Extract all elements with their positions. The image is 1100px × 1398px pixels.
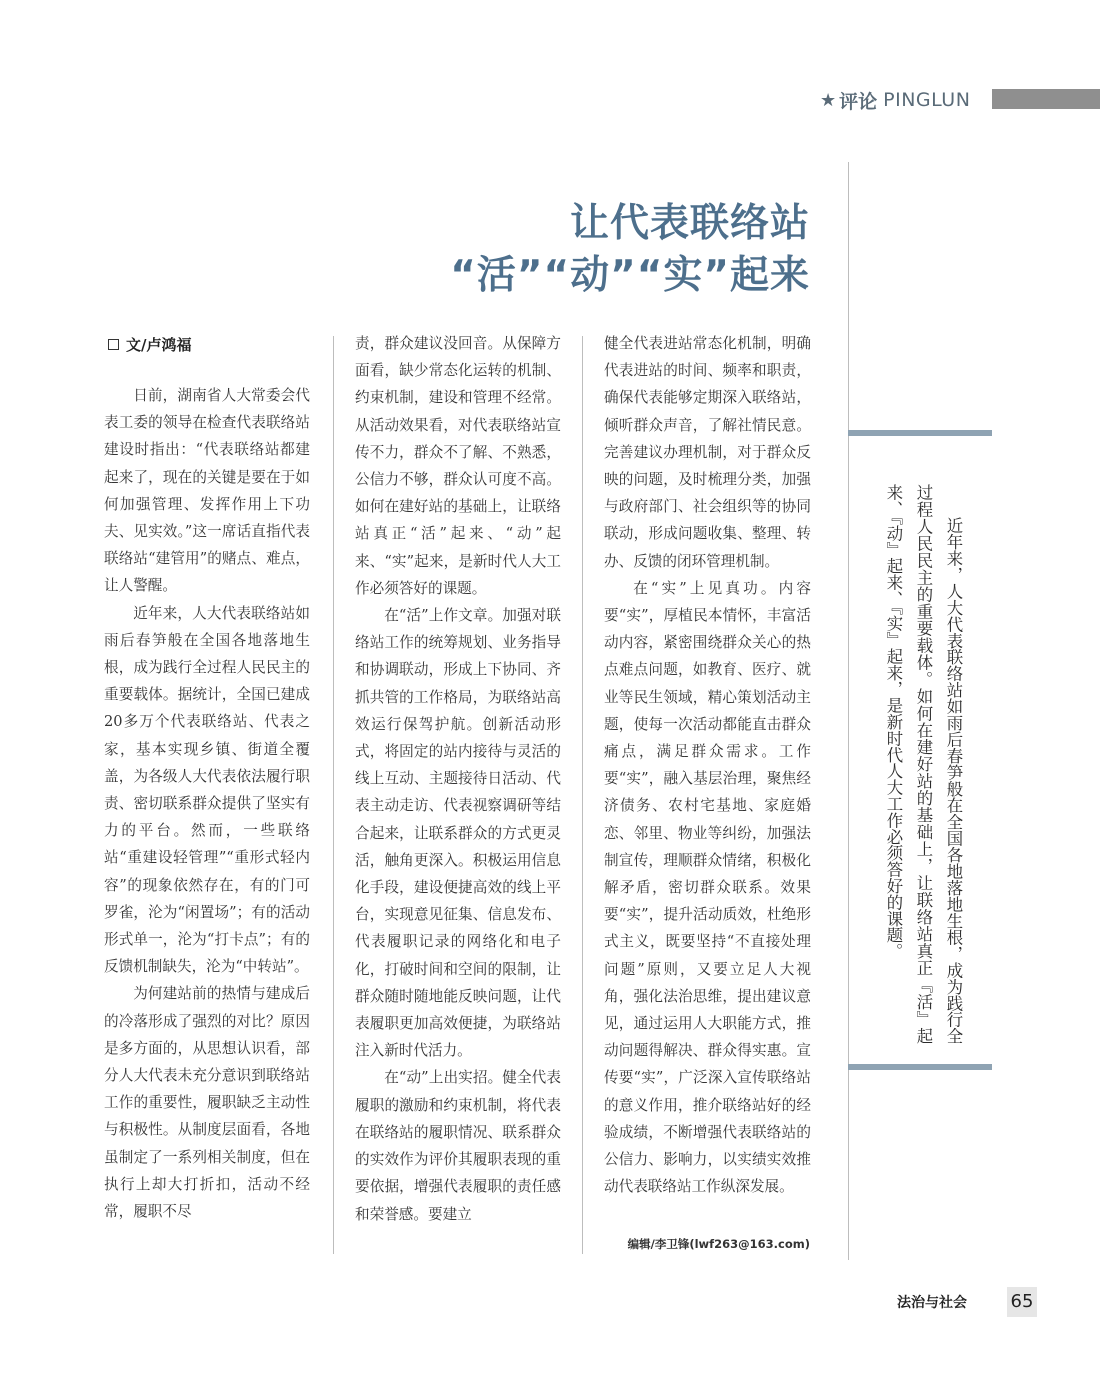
page-number: 65 [1007, 1287, 1037, 1317]
section-label-en: PINGLUN [883, 89, 971, 111]
column-divider-3 [848, 162, 849, 1260]
header-bar [992, 89, 1100, 109]
square-icon [108, 339, 119, 350]
pull-quote-text: 近年来，人大代表联络站如雨后春笋般在全国各地落地生根，成为践行全过程人民民主的重要载体。如何在建好站的基础上，让联络站真正『活』起来、『动』起来、『实』起来，是新时代人大工作必须答好的课题。 [884, 484, 963, 1044]
title-line-2: “活”“动”“实”起来 [450, 253, 810, 298]
title-line-1: 让代表联络站 [569, 201, 810, 246]
column-divider-1 [333, 336, 334, 1254]
star-icon: ★ [820, 89, 837, 111]
paragraph: 在“动”上出实招。健全代表履职的激励和约束机制，将代表在联络站的履职情况、联系群众的实效作为评价其履职表现的重要依据，增强代表履职的责任感和荣誉感。要建立 [355, 1069, 561, 1223]
paragraph: 健全代表进站常态化机制，明确代表进站的时间、频率和职责，确保代表能够定期深入联络站，倾听群众声音，了解社情民意。完善建议办理机制，对于群众反映的问题，及时梳理分类，加强与政府部门、社会组织等的协同联动，形成问题收集、整理、转办、反馈的闭环管理机制。 [604, 335, 811, 570]
paragraph: 日前，湖南省人大常委会代表工委的领导在检查代表联络站建设时指出：“代表联络站都建起来了，现在的关键是要在于如何加强管理、发挥作用上下功夫、见实效。”这一席话直指代表联络站“建管用”的赌点、难点，让人警醒。 [104, 387, 310, 595]
byline [108, 334, 191, 355]
paragraph: 为何建站前的热情与建成后的冷落形成了强烈的对比？原因是多方面的，从思想认识看，部分人大代表未充分意识到联络站工作的重要性，履职缺乏主动性与积极性。从制度层面看，各地虽制定了一系列相关制度，但在执行上却大打折扣，活动不经常，履职不尽 [104, 985, 310, 1221]
editor-credit: 编辑/李卫锋(lwf263@163.com) [627, 1237, 810, 1251]
section-header [820, 88, 970, 112]
paragraph: 近年来，人大代表联络站如雨后春笋般在全国各地落地生根，成为践行全过程人民民主的重要载体。据统计，全国已建成20多万个代表联络站、代表之家，基本实现乡镇、街道全覆盖，为各级人大代表依法履行职责、密切联系群众提供了坚实有力的平台。然而，一些联络站“重建设轻管理”“重形式轻内容”的现象依然存在，有的门可罗雀，沦为“闲置场”；有的活动形式单一，沦为“打卡点”；有的反馈机制缺失，沦为“中转站”。 [104, 604, 310, 976]
section-label-cn: 评论 [839, 90, 878, 113]
column-2 [355, 330, 561, 1228]
column-3 [604, 330, 811, 1201]
paragraph: 在“实”上见真功。内容要“实”，厚植民本情怀，丰富活动内容，紧密围绕群众关心的热点难点问题，如教育、医疗、就业等民生领域，精心策划活动主题，使每一次活动都能直击群众痛点，满足群众需求。工作要“实”，融入基层治理，聚焦经济债务、农村宅基地、家庭婚恋、邻里、物业等纠纷，加强法制宣传，理顺群众情绪，积极化解矛盾，密切群众联系。效果要“实”，提升活动质效，杜绝形式主义，既要坚持“不直接处理问题”原则，又要立足人大视角，强化法治思维，提出建议意见，通过运用人大职能方式，推动问题得解决、群众得实惠。宣传要“实”，广泛深入宣传联络站的意义作用，推介联络站好的经验成绩，不断增强代表联络站的公信力、影响力，以实绩实效推动代表联络站工作纵深发展。 [604, 579, 811, 1196]
pull-quote-bar-top [848, 430, 992, 436]
column-1 [104, 382, 310, 1225]
author: 文/卢鸿福 [126, 336, 192, 354]
paragraph: 责，群众建议没回音。从保障方面看，缺少常态化运转的机制、约束机制，建设和管理不经常。从活动效果看，对代表联络站宣传不力，群众不了解、不熟悉，公信力不够，群众认可度不高。如何在建好站的基础上，让联络站真正“活”起来、“动”起来、“实”起来，是新时代人大工作必须答好的课题。 [355, 335, 561, 597]
pull-quote-bar-bottom [848, 1064, 992, 1070]
paragraph: 在“活”上作文章。加强对联络站工作的统筹规划、业务指导和协调联动，形成上下协同、齐抓共管的工作格局，为联络站高效运行保驾护航。创新活动形式，将固定的站内接待与灵活的线上互动、主题接待日活动、代表主动走访、代表视察调研等结合起来，让联系群众的方式更灵活，触角更深入。积极运用信息化手段，建设便捷高效的线上平台，实现意见征集、信息发布、代表履职记录的网络化和电子化，打破时间和空间的限制，让群众随时随地能反映问题，让代表履职更加高效便捷，为联络站注入新时代活力。 [355, 607, 561, 1060]
article-title [430, 198, 810, 302]
publication-name: 法治与社会 [897, 1295, 967, 1311]
pull-quote [878, 484, 968, 1044]
column-divider-2 [582, 336, 583, 1254]
